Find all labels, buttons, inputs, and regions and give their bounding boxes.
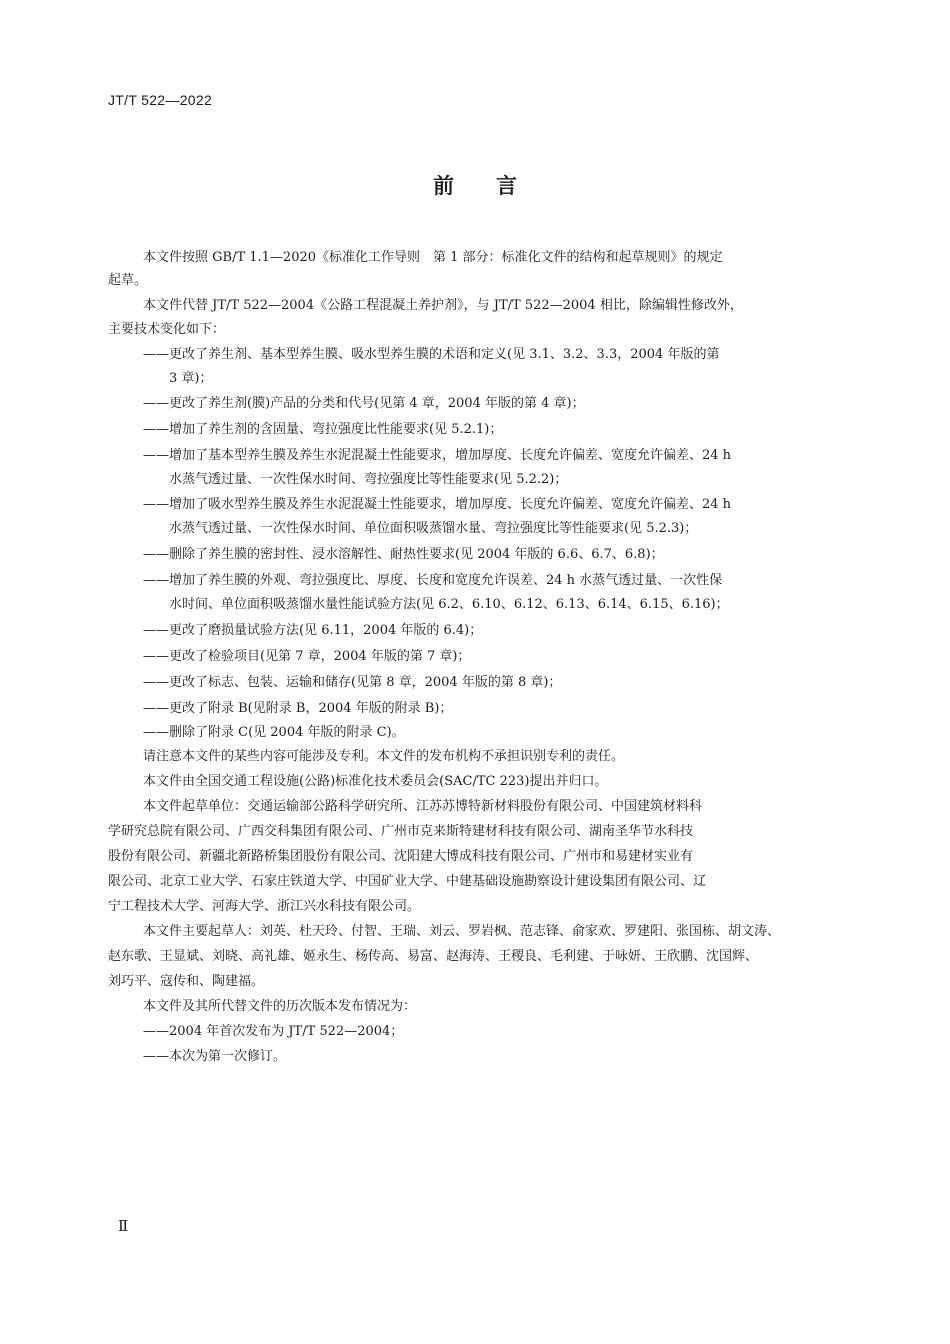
document-code: JT/T 522—2022	[108, 92, 213, 108]
drafting-units-line: 宁工程技术大学、河海大学、浙江兴水科技有限公司。	[108, 899, 421, 914]
paragraph-line: 本文件按照 GB/T 1.1—2020《标准化工作导则 第 1 部分：标准化文件的结构和起草规则》的规定	[143, 250, 723, 265]
history-item: ——本次为第一次修订。	[143, 1049, 287, 1064]
drafting-units-line: 股份有限公司、新疆北新路桥集团股份有限公司、沈阳建大博成科技有限公司、广州市和易建材实业有	[108, 849, 694, 864]
change-item: ——删除了附录 C(见 2004 年版的附录 C)。	[143, 725, 405, 740]
change-item: ——增加了养生膜的外观、弯拉强度比、厚度、长度和宽度允许误差、24 h 水蒸气透过量、一次性保	[143, 573, 723, 588]
change-item-continuation: 水蒸气透过量、一次性保水时间、弯拉强度比等性能要求(见 5.2.2)；	[169, 472, 568, 487]
change-item: ——更改了检验项目(见第 7 章，2004 年版的第 7 章)；	[143, 649, 471, 664]
patent-notice: 请注意本文件的某些内容可能涉及专利。本文件的发布机构不承担识别专利的责任。	[143, 749, 625, 764]
drafting-units-line: 学研究总院有限公司、广西交科集团有限公司、广州市克来斯特建材科技有限公司、湖南圣华节水科技	[108, 824, 694, 839]
paragraph-line: 本文件代替 JT/T 522—2004《公路工程混凝土养护剂》，与 JT/T 522—2004 相比，除编辑性修改外，	[143, 298, 743, 313]
change-item-continuation: 水蒸气透过量、一次性保水时间、单位面积吸蒸馏水量、弯拉强度比等性能要求(见 5.2.3)；	[169, 521, 698, 536]
change-item: ——增加了吸水型养生膜及养生水泥混凝土性能要求，增加厚度、长度允许偏差、宽度允许偏差、24 h	[143, 497, 732, 512]
history-intro: 本文件及其所代替文件的历次版本发布情况为：	[143, 999, 417, 1014]
page-number: Ⅱ	[118, 1219, 129, 1235]
history-item: ——2004 年首次发布为 JT/T 522—2004；	[143, 1024, 404, 1039]
page-title: 前言	[433, 174, 559, 198]
change-item: ——更改了标志、包装、运输和储存(见第 8 章，2004 年版的第 8 章)；	[143, 675, 562, 690]
drafters-line: 赵东歌、王显斌、刘晓、高礼雄、姬永生、杨传高、易富、赵海涛、王稷良、毛利建、于咏妍、王欣鹏、沈国辉、	[108, 949, 759, 964]
change-item-continuation: 3 章)；	[169, 371, 213, 386]
drafting-units-line: 限公司、北京工业大学、石家庄铁道大学、中国矿业大学、中建基础设施勘察设计建设集团有限公司、辽	[108, 874, 707, 889]
drafters-line: 本文件主要起草人：刘英、杜天玲、付智、王瑞、刘云、罗岩枫、范志锋、俞家欢、罗建阳、张国栋、胡文涛、	[143, 924, 781, 939]
change-item-continuation: 水时间、单位面积吸蒸馏水量性能试验方法(见 6.2、6.10、6.12、6.13、6.14、6.15、6.16)；	[169, 597, 729, 612]
change-item: ——更改了养生剂、基本型养生膜、吸水型养生膜的术语和定义(见 3.1、3.2、3.3，2004 年版的第	[143, 347, 720, 362]
paragraph-line: 主要技术变化如下：	[108, 322, 226, 337]
change-item: ——增加了基本型养生膜及养生水泥混凝土性能要求，增加厚度、长度允许偏差、宽度允许偏差、24 h	[143, 448, 732, 463]
change-item: ——更改了养生剂(膜)产品的分类和代号(见第 4 章，2004 年版的第 4 章)；	[143, 396, 585, 411]
change-item: ——删除了养生膜的密封性、浸水溶解性、耐热性要求(见 2004 年版的 6.6、6.7、6.8)；	[143, 547, 664, 562]
paragraph-line: 起草。	[108, 273, 148, 288]
change-item: ——更改了磨损量试验方法(见 6.11，2004 年版的 6.4)；	[143, 623, 483, 638]
change-item: ——更改了附录 B(见附录 B，2004 年版的附录 B)；	[143, 701, 453, 716]
drafting-units-line: 本文件起草单位：交通运输部公路科学研究所、江苏苏博特新材料股份有限公司、中国建筑材料科	[143, 799, 703, 814]
drafters-line: 刘巧平、寇传和、陶建福。	[108, 974, 265, 989]
change-item: ——增加了养生剂的含固量、弯拉强度比性能要求(见 5.2.1)；	[143, 422, 503, 437]
proposer-statement: 本文件由全国交通工程设施(公路)标准化技术委员会(SAC/TC 223)提出并归口。	[143, 774, 608, 789]
